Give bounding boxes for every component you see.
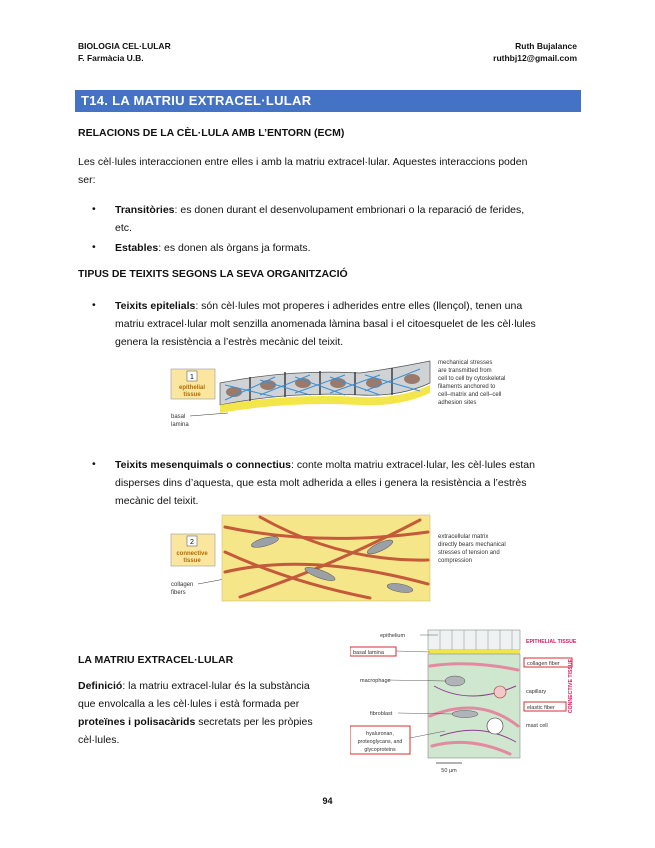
text: mecànic del teixit. [115, 495, 199, 507]
label-scale: 50 µm [441, 768, 457, 774]
figure1-label1: epithelial [178, 385, 206, 391]
course-name: BIOLOGIA CEL·LULAR [78, 41, 171, 51]
label-capillary: capillary [526, 689, 547, 695]
figure-ecm-diagram [350, 626, 582, 776]
label-elastic-fiber: elastic fiber [527, 705, 555, 711]
mast-cell [487, 718, 503, 734]
label-macrophage: macrophage [360, 678, 391, 684]
text: : es donen als òrgans ja formats. [158, 242, 311, 254]
label-mast-cell: mast cell [526, 723, 548, 729]
term-estables: Estables [115, 242, 159, 254]
text: : conte molta matriu extracel·lular, les cèl·lules estan [291, 459, 535, 471]
text: : es donen durant el desenvolupament embrionari o la reparació de ferides, [174, 204, 525, 216]
macrophage-cell [445, 676, 465, 686]
label-fibroblast: fibroblast [370, 711, 393, 717]
page-number: 94 [322, 796, 333, 806]
label-epithelium: epithelium [380, 633, 406, 639]
bullet-connective [115, 456, 579, 510]
text: cèl·lules. [78, 734, 120, 746]
label-hyaluronan: glycoproteins [364, 747, 396, 753]
label-hyaluronan: proteoglycans, and [357, 739, 403, 745]
term-connective: Teixits mesenquimals o connectius [115, 459, 292, 471]
bullet-dot: • [92, 241, 96, 253]
intro-line: ser: [78, 174, 96, 186]
label-connective-tissue: CONNECTIVE TISSUE [568, 658, 574, 714]
header-left [78, 40, 171, 64]
label-hyaluronan: hyaluronan, [366, 731, 394, 737]
term-definicio: Definició [78, 680, 123, 692]
page-title: T14. LA MATRIU EXTRACEL·LULAR [75, 90, 581, 112]
figure1-note: filaments anchored to [438, 384, 496, 390]
text: : són cèl·lules mot properes i adherides entre elles (llençol), tenen una [195, 300, 523, 312]
collagen-label1: collagen [171, 582, 194, 588]
basal-lamina-label1: basal [171, 414, 186, 420]
basal-lamina-layer [428, 650, 520, 654]
text: secretats per les pròpies [195, 716, 313, 728]
term-transitories: Transitòries [115, 204, 175, 216]
basal-lamina-label2: lamina [171, 422, 189, 428]
capillary [494, 686, 506, 698]
section1-intro [78, 153, 578, 189]
bullet-dot: • [92, 458, 96, 470]
figure2-label1: connective [176, 551, 208, 557]
figure1-note: cell to cell by cytoskeletal [438, 376, 506, 382]
label-basal-lamina: basal lamina [353, 650, 384, 656]
text: : la matriu extracel·lular és la substància [122, 680, 310, 692]
figure1-note: mechanical stresses [438, 360, 493, 366]
text: matriu extracel·lular molt senzilla anomenada làmina basal i el citoesquelet de les cèl·lules [115, 318, 536, 330]
section1-heading: RELACIONS DE LA CÈL·LULA AMB L’ENTORN (ECM) [78, 127, 345, 139]
text: que envolcalla a les cèl·lules i està formada per [78, 698, 300, 710]
bullet-epithelial [115, 297, 579, 351]
figure2-note: extracellular matrix [438, 534, 489, 540]
text: disperses dins d’aquesta, que esta molt adherida a elles i genera la resistència a l’estrès [115, 477, 527, 489]
figure1-number: 1 [190, 374, 194, 381]
fibroblast-cell [452, 711, 478, 718]
nucleus [260, 380, 276, 390]
section3-heading: LA MATRIU EXTRACEL·LULAR [78, 654, 234, 666]
header-right [493, 40, 577, 64]
figure-connective-tissue [170, 512, 550, 604]
collagen-label2: fibers [171, 590, 186, 596]
epithelium-layer [428, 630, 520, 650]
author-name: Ruth Bujalance [515, 41, 577, 51]
bullet-dot: • [92, 203, 96, 215]
author-email: ruthbj12@gmail.com [493, 53, 577, 63]
figure2-note: compression [438, 558, 473, 564]
definition-paragraph [78, 677, 344, 749]
term-proteines: proteïnes i polisacàrids [78, 716, 196, 728]
figure1-label2: tissue [183, 392, 201, 398]
faculty-name: F. Farmàcia U.B. [78, 53, 144, 63]
bullet-estables [115, 239, 579, 257]
figure-epithelial-tissue [170, 355, 550, 435]
figure1-note: are transmitted from [438, 368, 492, 374]
bullet-dot: • [92, 299, 96, 311]
figure1-note: adhesion sites [438, 400, 477, 406]
figure2-note: stresses of tension and [438, 550, 500, 556]
term-epithelial: Teixits epitelials [115, 300, 196, 312]
nucleus [404, 374, 420, 384]
figure1-note: cell–matrix and cell–cell [438, 392, 502, 398]
figure2-note: directly bears mechanical [438, 542, 506, 548]
text: genera la resistència a l’estrès mecànic del teixit. [115, 336, 344, 348]
bullet-transitories [115, 201, 579, 237]
label-epithelial-tissue: EPITHELIAL TISSUE [526, 639, 577, 645]
label-collagen-fiber: collagen fiber [527, 661, 560, 667]
section2-heading: TIPUS DE TEIXITS SEGONS LA SEVA ORGANITZACIÓ [78, 268, 348, 280]
figure2-number: 2 [190, 539, 194, 546]
intro-line: Les cèl·lules interaccionen entre elles i amb la matriu extracel·lular. Aquestes interaccions poden [78, 156, 528, 168]
text: etc. [115, 222, 132, 234]
figure2-label2: tissue [183, 558, 201, 564]
